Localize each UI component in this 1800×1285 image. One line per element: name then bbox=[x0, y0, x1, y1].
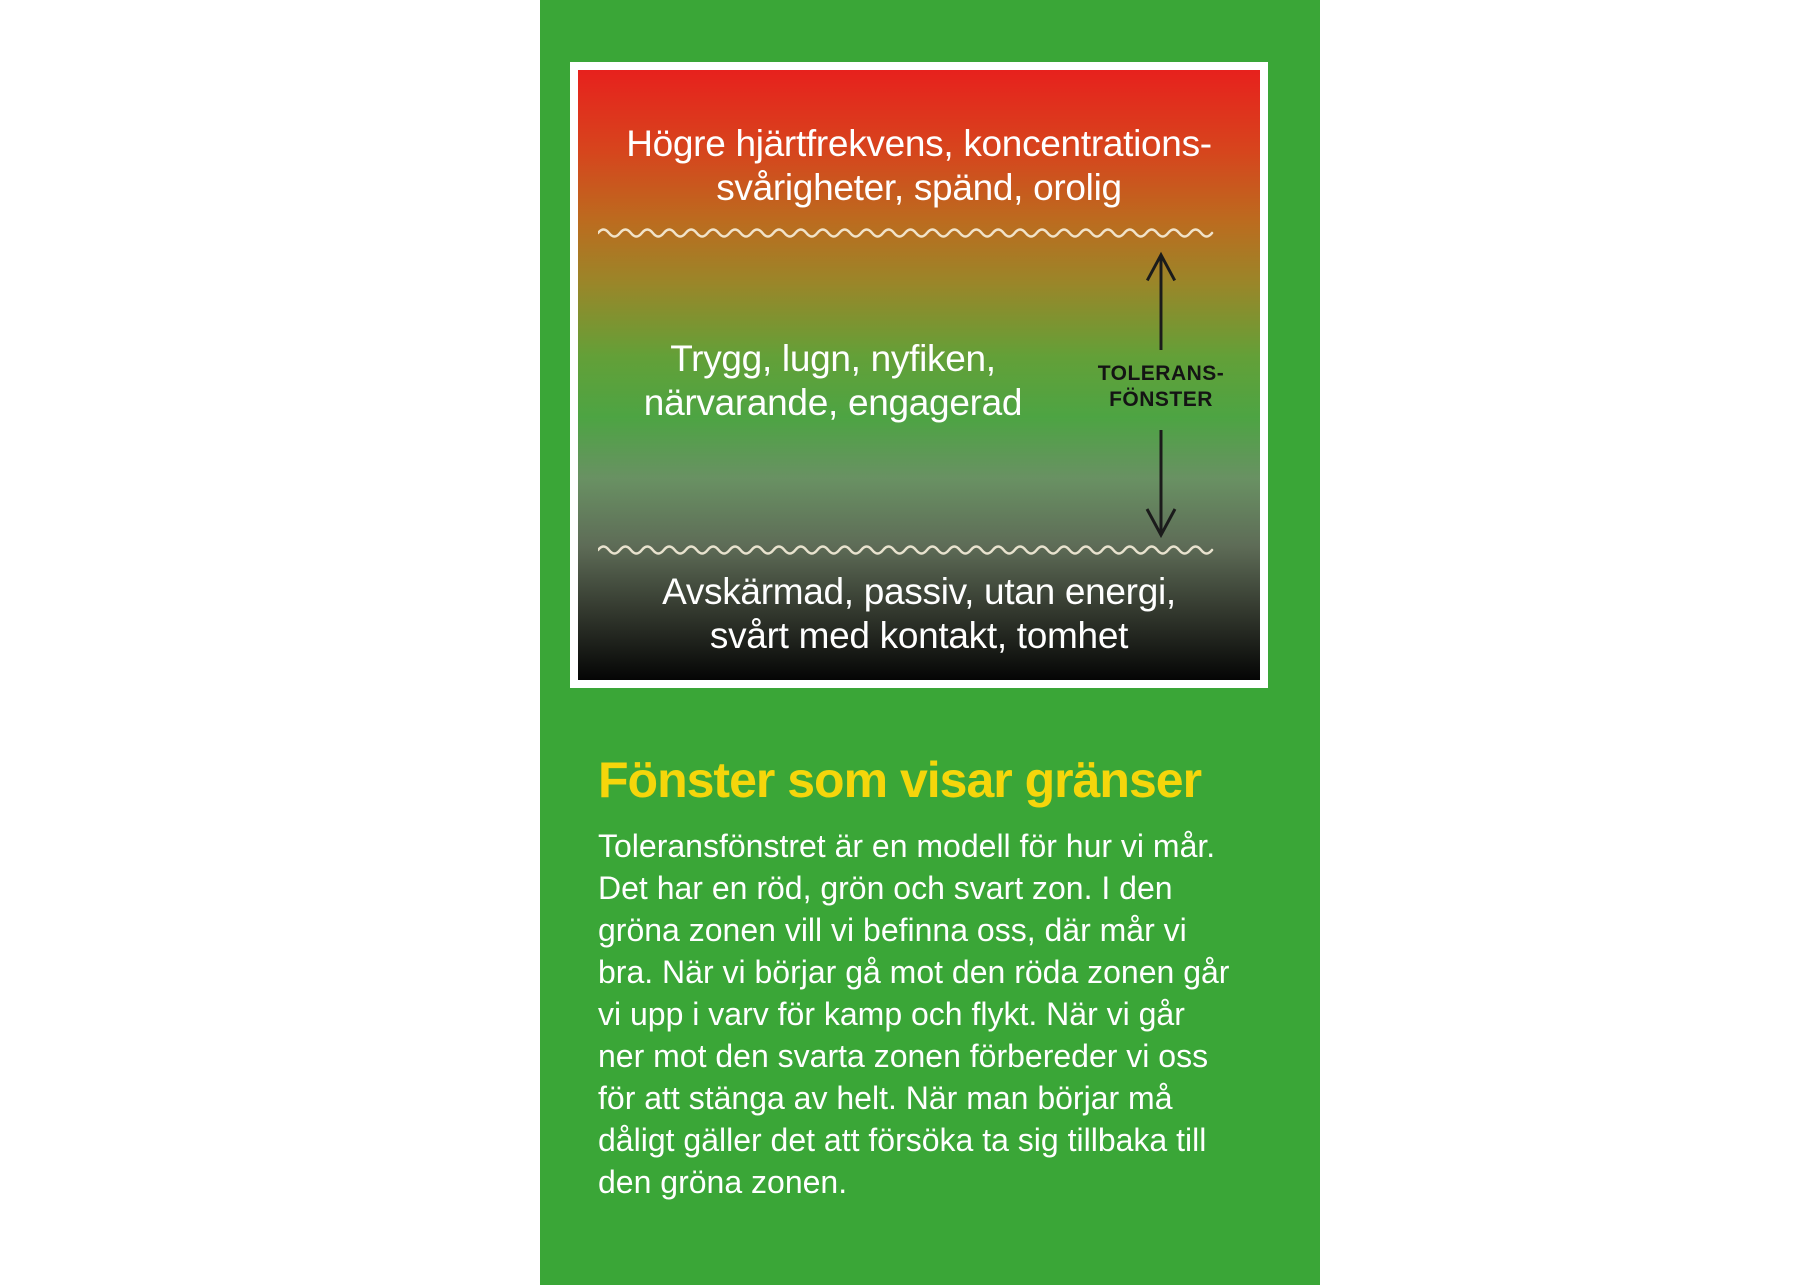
tolerance-window-label-line1: TOLERANS- bbox=[1097, 362, 1225, 385]
red-zone-label-line2: svårigheter, spänd, orolig bbox=[716, 167, 1122, 208]
article-body-line: ner mot den svarta zonen förbereder vi oss bbox=[598, 1038, 1209, 1074]
article-body-line: vi upp i varv för kamp och flykt. När vi går bbox=[598, 996, 1185, 1032]
article-body-line: för att stänga av helt. När man börjar må bbox=[598, 1080, 1173, 1116]
green-zone-label bbox=[578, 337, 1088, 425]
tolerance-window-label bbox=[1041, 361, 1281, 413]
article-body-line: Toleransfönstret är en modell för hur vi mår. bbox=[598, 828, 1216, 864]
green-zone-label-line2: närvarande, engagerad bbox=[643, 382, 1023, 423]
tolerance-window-diagram bbox=[570, 62, 1268, 688]
wavy-divider-bottom-icon bbox=[598, 544, 1223, 556]
article-body-line: dåligt gäller det att försöka ta sig tillbaka till bbox=[598, 1122, 1207, 1158]
black-zone-label-line2: svårt med kontakt, tomhet bbox=[709, 615, 1129, 656]
red-zone-label-line1: Högre hjärtfrekvens, koncentrations- bbox=[626, 123, 1212, 164]
black-zone-label bbox=[578, 570, 1260, 658]
article-body-line: den gröna zonen. bbox=[598, 1164, 848, 1200]
arrow-up-icon bbox=[1133, 250, 1189, 352]
article-body bbox=[598, 825, 1308, 1203]
tolerance-window-label-line2: FÖNSTER bbox=[1109, 388, 1213, 411]
red-zone-label bbox=[578, 122, 1260, 210]
wavy-divider-top-icon bbox=[598, 227, 1223, 239]
article-body-line: Det har en röd, grön och svart zon. I den bbox=[598, 870, 1173, 906]
article bbox=[598, 752, 1308, 1203]
arrow-down-icon bbox=[1133, 428, 1189, 540]
article-heading: Fönster som visar gränser bbox=[598, 752, 1202, 808]
green-panel bbox=[540, 0, 1320, 1285]
article-body-line: gröna zonen vill vi befinna oss, där mår vi bbox=[598, 912, 1187, 948]
black-zone-label-line1: Avskärmad, passiv, utan energi, bbox=[662, 571, 1176, 612]
article-body-line: bra. När vi börjar gå mot den röda zonen går bbox=[598, 954, 1230, 990]
green-zone-label-line1: Trygg, lugn, nyfiken, bbox=[670, 338, 996, 379]
